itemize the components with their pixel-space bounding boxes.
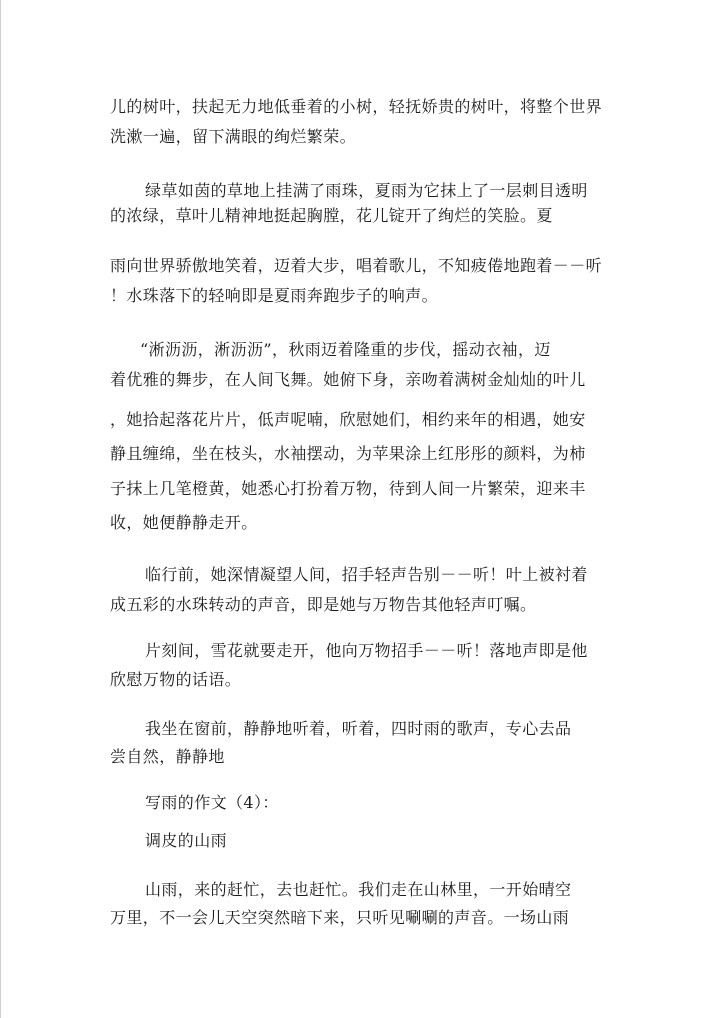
text-line: 收，她便静静走开。 (110, 513, 258, 532)
text-line: 静且缠绵，坐在枝头，水袖摆动，为苹果涂上红彤彤的颜料，为柿 (110, 444, 586, 463)
text-line: 欣慰万物的话语。 (110, 670, 242, 689)
text-line: 临行前，她深情凝望人间，招手轻声告别－－听！叶上被衬着 (145, 565, 588, 584)
text-line: 儿的树叶，扶起无力地低垂着的小树，轻抚娇贵的树叶，将整个世界 (110, 97, 603, 116)
text-line: 我坐在窗前，静静地听着，听着，四时雨的歌声，专心去品 (145, 719, 572, 738)
text-line: 片刻间，雪花就要走开，他向万物招手－－听！落地声即是他 (145, 641, 588, 660)
text-line: 子抹上几笔橙黄，她悉心打扮着万物，待到人间一片繁荣，迎来丰 (110, 479, 586, 498)
section-heading: 写雨的作文（4）： (145, 793, 279, 812)
text-line: ，她拾起落花片片，低声呢喃，欣慰她们，相约来年的相遇，她安 (110, 410, 586, 429)
text-line: 成五彩的水珠转动的声音，即是她与万物告其他轻声叮嘱。 (110, 595, 537, 614)
text-line: “淅沥沥，淅沥沥”，秋雨迈着隆重的步伐，摇动衣袖，迈 (140, 340, 551, 359)
page-edge (0, 0, 1, 1018)
text-line: 万里，不一会儿天空突然暗下来，只听见唰唰的声音。一场山雨 (110, 908, 570, 927)
text-line: 的浓绿，草叶儿精神地挺起胸膛，花儿锭开了绚烂的笑脸。夏 (110, 206, 553, 225)
essay-title: 调皮的山雨 (145, 831, 228, 850)
text-line: 洗漱一遍，留下满眼的绚烂繁荣。 (110, 127, 357, 146)
text-line: 雨向世界骄傲地笑着，迈着大步，唱着歌儿，不知疲倦地跑着－－听 (110, 256, 603, 275)
text-line: ！水珠落下的轻响即是夏雨奔跑步子的响声。 (110, 286, 439, 305)
text-line: 山雨，来的赶忙，去也赶忙。我们走在山林里，一开始晴空 (145, 880, 572, 899)
text-line: 着优雅的舞步，在人间飞舞。她俯下身，亲吻着满树金灿灿的叶儿 (110, 370, 586, 389)
text-line: 尝自然，静静地 (110, 747, 225, 766)
text-line: 绿草如茵的草地上挂满了雨珠，夏雨为它抹上了一层刺目透明 (145, 181, 588, 200)
